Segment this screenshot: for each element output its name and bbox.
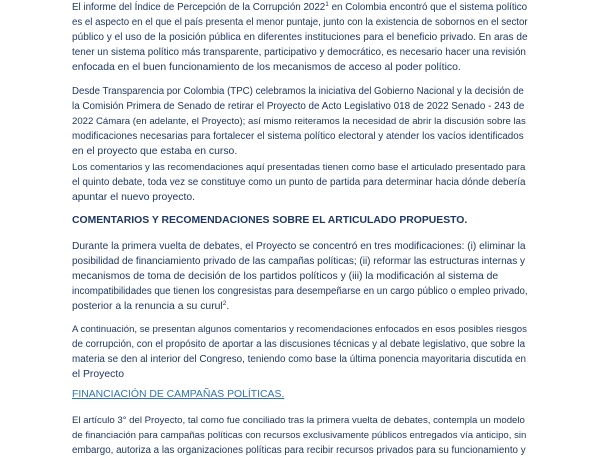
paragraph-line: público y el uso de la posición pública en diferentes instituciones para el beneficio privado. En aras de (72, 32, 528, 43)
paragraph-intro (72, 0, 528, 75)
paragraph-modifications (72, 239, 528, 314)
paragraph-line: embargo, autoriza a las organizaciones políticas para recibir recursos privados para su funcionamiento y (72, 445, 526, 456)
paragraph-line: posterior a la renuncia a su curul$^2$. (72, 300, 230, 312)
paragraph-basis (72, 160, 528, 205)
paragraph-line: la Comisión Primera de Senado de retirar el Proyecto de Acto Legislativo 018 de 2022 Senado - 243 de (72, 101, 525, 112)
paragraph-tpc (72, 84, 528, 159)
paragraph-line: 2022 Cámara (en adelante, el Proyecto); así mismo reiteramos la necesidad de abrir la discusión sobre las (72, 116, 526, 127)
paragraph-line: de corrupción, con el propósito de aportar a las discusiones técnicas y al debate legislativo, que sobre la (72, 339, 526, 350)
paragraph-line: el quinto debate, toda vez se constituye como un punto de partida para determinar hacia dónde debería (72, 177, 526, 188)
subsection-heading: FINANCIACIÓN DE CAMPAÑAS POLÍTICAS. (72, 389, 285, 400)
paragraph-line: posibilidad de financiamiento privado de las campañas políticas; (ii) reformar las estructuras internas y (72, 256, 525, 267)
paragraph-line: el Proyecto (72, 369, 124, 380)
paragraph-line: mecanismos de toma de decisión de los partidos políticos y (iii) la modificación al sistema de (72, 271, 499, 282)
paragraph-financing (72, 413, 528, 458)
paragraph-line: Desde Transparencia por Colombia (TPC) celebramos la iniciativa del Gobierno Nacional y la decisión de (72, 86, 524, 97)
paragraph-line: apuntar el nuevo proyecto. (72, 192, 196, 203)
footnote-mark[interactable]: 1 (325, 1, 329, 8)
paragraph-line: enfocada en el buen funcionamiento de los mecanismos de acceso al poder político. (72, 62, 461, 73)
section-heading: COMENTARIOS Y RECOMENDACIONES SOBRE EL ARTICULADO PROPUESTO. (72, 215, 468, 226)
paragraph-line: en el proyecto que estaba en curso. (72, 146, 238, 157)
paragraph-line: es el aspecto en el que el país presenta el menor puntaje, junto con la existencia de sobornos en el sector (72, 17, 528, 28)
paragraph-line: A continuación, se presentan algunos comentarios y recomendaciones enfocados en esos posibles riesgos (72, 324, 527, 335)
paragraph-following (72, 322, 528, 382)
paragraph-line: de financiación para campañas políticas con recursos exclusivamente públicos entregados vía anticipo, sin (72, 430, 527, 441)
paragraph-line: Los comentarios y las recomendaciones aquí presentadas tienen como base el articulado presentado para (72, 162, 526, 173)
footnote-mark[interactable]: 2 (222, 300, 227, 307)
paragraph-line: tener un sistema político más transparente, participativo y democrático, es necesario hacer una revisión (72, 47, 526, 58)
paragraph-line: modificaciones necesarias para fortalecer el sistema político electoral y atender los vacíos identificados (72, 131, 524, 142)
paragraph-line: El artículo 3° del Proyecto, tal como fue conciliado tras la primera vuelta de debates, contempla un modelo (72, 415, 525, 426)
paragraph-line: incompatibilidades que tienen los congresistas para desempeñarse en un cargo público o empleo privado, (72, 286, 528, 297)
paragraph-line: Durante la primera vuelta de debates, el Proyecto se concentró en tres modificaciones: (i) eliminar la (72, 241, 526, 252)
paragraph-line: materia se den al interior del Congreso, teniendo como base la última ponencia mayoritaria discutida en (72, 354, 526, 365)
paragraph-line: El informe del Índice de Percepción de la Corrupción 2022$^1$ en Colombia encontró que el sistema político (72, 1, 528, 13)
